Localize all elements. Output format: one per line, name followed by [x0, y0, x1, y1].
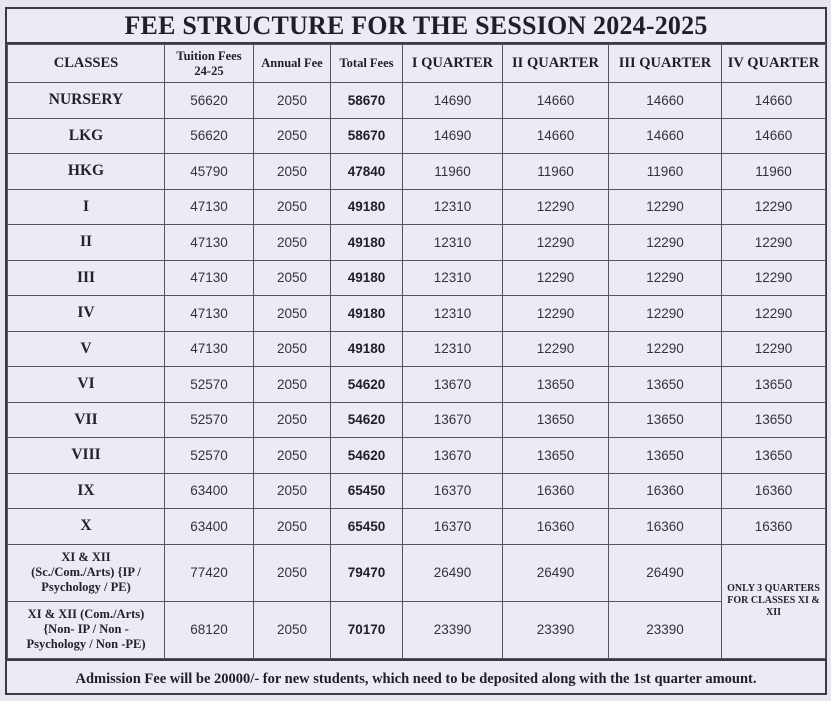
- total-cell: 58670: [331, 83, 403, 119]
- q4-cell: 13650: [722, 367, 826, 403]
- annual-cell: 2050: [254, 601, 331, 658]
- header-classes: CLASSES: [8, 45, 165, 83]
- class-line: XI & XII (Com./Arts): [27, 607, 145, 621]
- table-row: [8, 118, 826, 154]
- total-cell: 49180: [331, 331, 403, 367]
- table-row: [8, 367, 826, 403]
- q1-cell: 14690: [403, 83, 503, 119]
- q3-cell: 16360: [609, 473, 722, 509]
- total-cell: 54620: [331, 367, 403, 403]
- q1-cell: 23390: [403, 601, 503, 658]
- senior-note-line: FOR CLASSES XI &: [727, 595, 820, 606]
- class-cell: III: [8, 260, 165, 296]
- tuition-cell: 45790: [165, 154, 254, 190]
- q1-cell: 12310: [403, 296, 503, 332]
- q4-cell: 13650: [722, 402, 826, 438]
- total-cell: 49180: [331, 260, 403, 296]
- q3-cell: 12290: [609, 331, 722, 367]
- class-cell: NURSERY: [8, 83, 165, 119]
- q4-cell: 12290: [722, 331, 826, 367]
- class-cell: X: [8, 509, 165, 545]
- total-cell: 65450: [331, 509, 403, 545]
- q4-cell: 13650: [722, 438, 826, 474]
- annual-cell: 2050: [254, 83, 331, 119]
- q3-cell: 26490: [609, 544, 722, 601]
- header-total: Total Fees: [331, 45, 403, 83]
- class-cell: [8, 601, 165, 658]
- annual-cell: 2050: [254, 118, 331, 154]
- class-cell: I: [8, 189, 165, 225]
- admission-fee-note: Admission Fee will be 20000/- for new students, which need to be deposited along with the 1st quarter amount.: [7, 659, 825, 697]
- q2-cell: 13650: [503, 438, 609, 474]
- tuition-cell: 52570: [165, 402, 254, 438]
- table-row: [8, 509, 826, 545]
- annual-cell: 2050: [254, 402, 331, 438]
- tuition-cell: 47130: [165, 225, 254, 261]
- senior-note-line: ONLY 3 QUARTERS: [727, 583, 820, 594]
- tuition-cell: 77420: [165, 544, 254, 601]
- annual-cell: 2050: [254, 367, 331, 403]
- q3-cell: 23390: [609, 601, 722, 658]
- q1-cell: 13670: [403, 438, 503, 474]
- total-cell: 70170: [331, 601, 403, 658]
- total-cell: 54620: [331, 438, 403, 474]
- q2-cell: 12290: [503, 331, 609, 367]
- class-line: XI & XII: [61, 550, 111, 564]
- class-cell: IV: [8, 296, 165, 332]
- q2-cell: 11960: [503, 154, 609, 190]
- table-row: [8, 189, 826, 225]
- table-row: [8, 296, 826, 332]
- q3-cell: 13650: [609, 438, 722, 474]
- annual-cell: 2050: [254, 331, 331, 367]
- q4-cell: 12290: [722, 296, 826, 332]
- total-cell: 49180: [331, 189, 403, 225]
- tuition-cell: 47130: [165, 296, 254, 332]
- q3-cell: 14660: [609, 83, 722, 119]
- q1-cell: 12310: [403, 225, 503, 261]
- annual-cell: 2050: [254, 296, 331, 332]
- q2-cell: 12290: [503, 225, 609, 261]
- senior-note-line: XII: [765, 607, 781, 618]
- class-line: {Non- IP / Non -: [43, 622, 129, 636]
- annual-cell: 2050: [254, 509, 331, 545]
- total-cell: 58670: [331, 118, 403, 154]
- total-cell: 65450: [331, 473, 403, 509]
- annual-cell: 2050: [254, 154, 331, 190]
- q1-cell: 11960: [403, 154, 503, 190]
- tuition-cell: 63400: [165, 473, 254, 509]
- total-cell: 49180: [331, 225, 403, 261]
- annual-cell: 2050: [254, 225, 331, 261]
- table-row: [8, 601, 826, 658]
- header-q2: II QUARTER: [503, 45, 609, 83]
- page-title: FEE STRUCTURE FOR THE SESSION 2024-2025: [7, 9, 825, 44]
- q2-cell: 16360: [503, 509, 609, 545]
- tuition-cell: 47130: [165, 331, 254, 367]
- tuition-cell: 68120: [165, 601, 254, 658]
- total-cell: 79470: [331, 544, 403, 601]
- q3-cell: 14660: [609, 118, 722, 154]
- q3-cell: 12290: [609, 296, 722, 332]
- tuition-cell: 47130: [165, 189, 254, 225]
- q2-cell: 12290: [503, 189, 609, 225]
- q1-cell: 16370: [403, 509, 503, 545]
- senior-note: [722, 544, 826, 658]
- q2-cell: 12290: [503, 296, 609, 332]
- q1-cell: 26490: [403, 544, 503, 601]
- tuition-cell: 56620: [165, 118, 254, 154]
- total-cell: 49180: [331, 296, 403, 332]
- table-row: [8, 260, 826, 296]
- class-line: (Sc./Com./Arts) {IP /: [31, 565, 141, 579]
- total-cell: 47840: [331, 154, 403, 190]
- class-line: Psychology / PE): [41, 580, 131, 594]
- total-cell: 54620: [331, 402, 403, 438]
- class-cell: VII: [8, 402, 165, 438]
- q4-cell: 14660: [722, 83, 826, 119]
- table-row: [8, 544, 826, 601]
- q3-cell: 12290: [609, 260, 722, 296]
- tuition-cell: 63400: [165, 509, 254, 545]
- tuition-cell: 56620: [165, 83, 254, 119]
- tuition-cell: 52570: [165, 367, 254, 403]
- header-q3: III QUARTER: [609, 45, 722, 83]
- q2-cell: 12290: [503, 260, 609, 296]
- fee-table: [7, 44, 826, 659]
- q2-cell: 13650: [503, 367, 609, 403]
- table-row: [8, 438, 826, 474]
- q1-cell: 13670: [403, 367, 503, 403]
- header-row: [8, 45, 826, 83]
- q3-cell: 16360: [609, 509, 722, 545]
- q1-cell: 12310: [403, 331, 503, 367]
- q3-cell: 13650: [609, 402, 722, 438]
- q2-cell: 23390: [503, 601, 609, 658]
- table-row: [8, 331, 826, 367]
- q1-cell: 13670: [403, 402, 503, 438]
- q4-cell: 12290: [722, 225, 826, 261]
- q3-cell: 12290: [609, 189, 722, 225]
- q4-cell: 16360: [722, 473, 826, 509]
- header-q1: I QUARTER: [403, 45, 503, 83]
- senior-rows: [8, 544, 826, 658]
- class-cell: HKG: [8, 154, 165, 190]
- class-cell: VIII: [8, 438, 165, 474]
- q2-cell: 16360: [503, 473, 609, 509]
- q3-cell: 13650: [609, 367, 722, 403]
- q2-cell: 14660: [503, 118, 609, 154]
- q2-cell: 13650: [503, 402, 609, 438]
- q1-cell: 12310: [403, 260, 503, 296]
- table-row: [8, 402, 826, 438]
- annual-cell: 2050: [254, 438, 331, 474]
- tuition-cell: 47130: [165, 260, 254, 296]
- q4-cell: 14660: [722, 118, 826, 154]
- class-line: Psychology / Non -PE): [26, 637, 146, 651]
- class-cell: IX: [8, 473, 165, 509]
- table-row: [8, 473, 826, 509]
- class-cell: LKG: [8, 118, 165, 154]
- annual-cell: 2050: [254, 473, 331, 509]
- tuition-cell: 52570: [165, 438, 254, 474]
- q1-cell: 14690: [403, 118, 503, 154]
- header-tuition-line2: 24-25: [194, 63, 224, 78]
- table-row: [8, 154, 826, 190]
- class-cell: [8, 544, 165, 601]
- table-row: [8, 225, 826, 261]
- q4-cell: 12290: [722, 189, 826, 225]
- class-cell: V: [8, 331, 165, 367]
- annual-cell: 2050: [254, 260, 331, 296]
- table-row: [8, 83, 826, 119]
- fee-rows: [8, 83, 826, 545]
- q4-cell: 11960: [722, 154, 826, 190]
- q3-cell: 11960: [609, 154, 722, 190]
- q4-cell: 16360: [722, 509, 826, 545]
- header-q4: IV QUARTER: [722, 45, 826, 83]
- header-annual: Annual Fee: [254, 45, 331, 83]
- q2-cell: 26490: [503, 544, 609, 601]
- annual-cell: 2050: [254, 189, 331, 225]
- header-tuition: [165, 45, 254, 83]
- class-cell: II: [8, 225, 165, 261]
- q3-cell: 12290: [609, 225, 722, 261]
- annual-cell: 2050: [254, 544, 331, 601]
- q1-cell: 12310: [403, 189, 503, 225]
- q2-cell: 14660: [503, 83, 609, 119]
- q1-cell: 16370: [403, 473, 503, 509]
- header-tuition-line1: Tuition Fees: [176, 48, 242, 63]
- class-cell: VI: [8, 367, 165, 403]
- q4-cell: 12290: [722, 260, 826, 296]
- fee-structure-sheet: [5, 7, 827, 695]
